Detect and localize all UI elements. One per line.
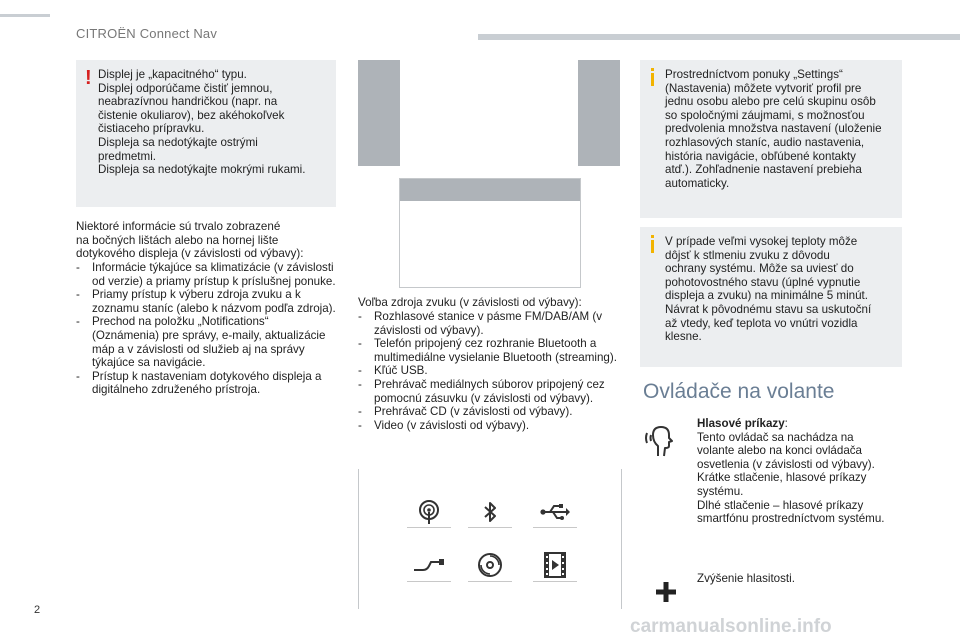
list-item: - Video (v závislosti od výbavy). [358, 418, 530, 432]
audio-source-intro: Voľba zdroja zvuku (v závislosti od výbavy): [358, 296, 582, 309]
cd-icon [472, 549, 508, 581]
display-info-list [76, 261, 338, 397]
list-item: - Priamy prístup k výberu zdroja zvuku a k zoznamu staníc (alebo k názvom podľa zdroja). [76, 288, 336, 315]
display-info-intro: Niektoré informácie sú trvalo zobrazené na bočných lištách alebo na hornej lište dotykového displeja (v závislosti od výbavy): [76, 220, 304, 261]
voice-command-icon [644, 424, 684, 460]
info-temperature-text: V prípade veľmi vysokej teploty môže dôjsť k stlmeniu zvuku z dôvodu ochrany systému. Môže sa uviesť do pohotovostného stavu (úplné vypnutie displeja a zvuku) na minimálne 5 minút. Návrat k pôvodnému stavu sa uskutoční až vtedy, keď teplota vo vnútri vozidla klesne. [665, 235, 872, 344]
info-icon-bar [651, 73, 654, 86]
aux-jack-icon [409, 551, 449, 581]
volume-up-text: Zvýšenie hlasitosti. [697, 572, 795, 585]
page-number: 2 [34, 604, 41, 616]
warning-text: Displej je „kapacitného“ typu. Displej odporúčame čistiť jemnou, neabrazívnou handričkou (napr. na čistenie okuliarov), bez akéhokoľvek čistiaceho prípravku. Displeja sa nedotýkajte ostrými predmetmi. Displeja sa nedotýkajte mokrými rukami. [98, 68, 306, 177]
cd-icon-underline [468, 581, 512, 582]
manual-title: CITROËN Connect Nav [76, 26, 218, 41]
header-rule-left [0, 14, 50, 17]
screen-illustration-1 [358, 60, 620, 166]
source-icons-panel [358, 469, 622, 609]
video-icon-underline [533, 581, 577, 582]
radio-icon-underline [407, 527, 451, 528]
video-icon [537, 549, 573, 581]
header-rule-right [478, 34, 960, 40]
usb-icon-underline [533, 527, 577, 528]
list-item: - Prehrávač mediálnych súborov pripojený cez pomocnú zásuvku (v závislosti od výbavy). [358, 377, 605, 405]
list-item: - Kľúč USB. [358, 364, 428, 378]
info-icon-bar [651, 240, 654, 253]
voice-command-title: Hlasové príkazy [697, 417, 785, 430]
info-box-settings [640, 60, 902, 218]
list-item: - Telefón pripojený cez rozhranie Bluetooth a multimediálne vysielanie Bluetooth (streaming). [358, 337, 617, 364]
voice-command-description: Hlasové príkazy: Tento ovládač sa nachádza na volante alebo na konci ovládača osvetlenia (v závislosti od výbavy). Krátke stlačenie, hlasové príkazy systému. Dlhé stlačenie – hlasové príkazy smartfónu prostredníctvom systému. [697, 417, 885, 526]
usb-icon [535, 497, 575, 527]
list-item: - Prechod na položku „Notifications“ (Oznámenia) pre správy, e-maily, aktualizácie máp a v závislosti od služieb aj na správy týkajúce sa navigácie. [76, 315, 326, 370]
list-item: - Prístup k nastaveniam dotykového displeja a digitálneho združeného prístroja. [76, 369, 322, 397]
plus-icon [655, 581, 677, 603]
bluetooth-icon-underline [468, 527, 512, 528]
radio-icon [411, 497, 447, 527]
audio-source-list [358, 310, 620, 432]
aux-jack-icon-underline [407, 581, 451, 582]
warning-icon: ! [85, 67, 92, 89]
list-item: - Rozhlasové stanice v pásme FM/DAB/AM (v závislosti od výbavy). [358, 310, 603, 337]
warning-box [76, 60, 336, 207]
info-icon [651, 235, 654, 238]
screen-illustration-1-display [400, 60, 578, 166]
bluetooth-icon [472, 497, 508, 527]
screen-illustration-2-bar [400, 179, 580, 201]
screen-illustration-2 [399, 178, 581, 288]
list-item: - Informácie týkajúce sa klimatizácie (v závislosti od verzie) a priamy prístup k príslušnej ponuke. [76, 261, 336, 288]
info-icon [651, 68, 654, 71]
watermark: carmanualsonline.info [630, 616, 832, 637]
section-title: Ovládače na volante [643, 380, 835, 403]
info-box-temperature [640, 227, 902, 367]
list-item: - Prehrávač CD (v závislosti od výbavy). [358, 405, 573, 419]
voice-command-text: Tento ovládač sa nachádza na volante alebo na konci ovládača osvetlenia (v závislosti od výbavy). Krátke stlačenie, hlasové príkazy systému. Dlhé stlačenie – hlasové príkazy smartfónu prostredníctvom systému. [697, 430, 885, 526]
info-settings-text: Prostredníctvom ponuky „Settings“ (Nastavenia) môžete vytvoriť profil pre jednu osobu alebo pre celú skupinu osôb so spoločnými záujmami, s možnosťou predvolenia množstva nastavení (uloženie rozhlasových staníc, audio nastavenia, história navigácie, obľúbené kontakty atď.). Zohľadnenie nastavení prebieha automaticky. [665, 68, 882, 190]
